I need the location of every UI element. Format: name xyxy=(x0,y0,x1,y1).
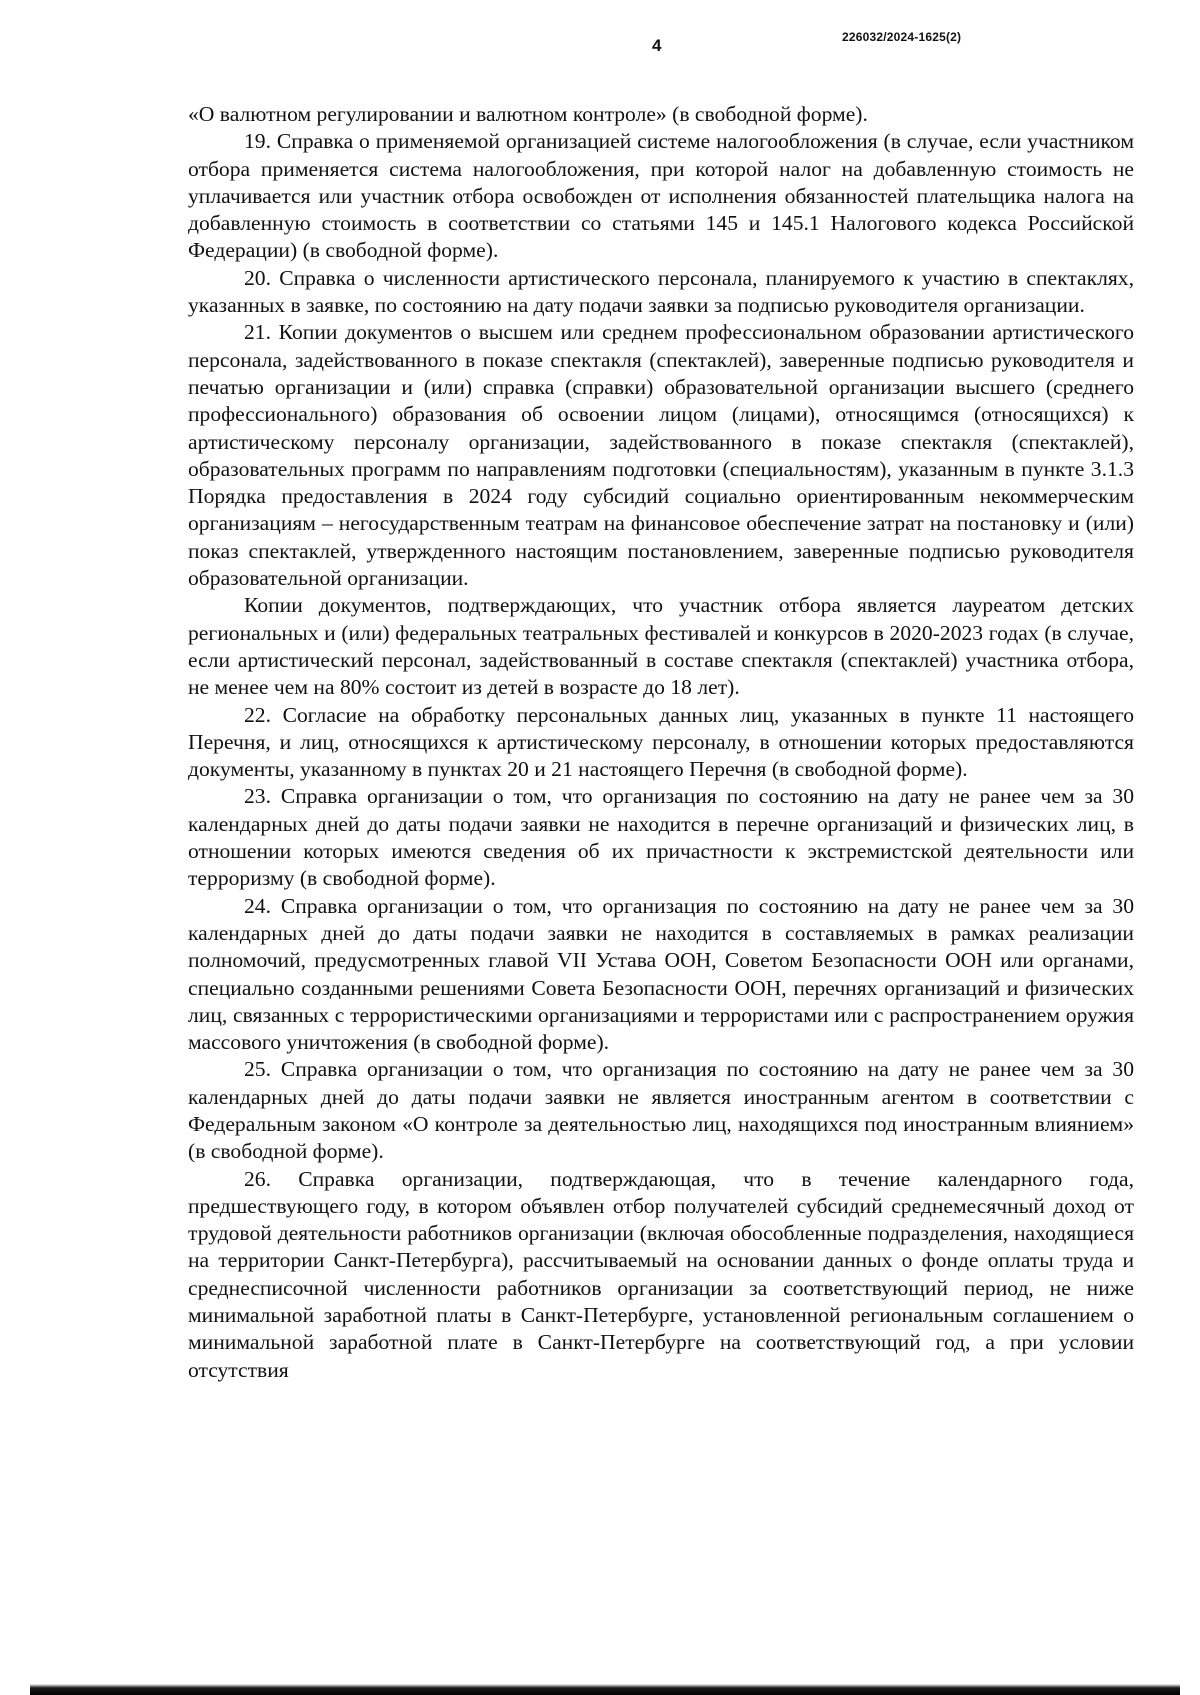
paragraph-continuation: «О валютном регулировании и валютном контроле» (в свободной форме). xyxy=(188,102,868,126)
paragraph-item-22: 22. Согласие на обработку персональных данных лиц, указанных в пункте 11 настоящего Перечня, и лиц, относящихся к артистическому персоналу, в отношении которых предоставляются документы, указанному в пунктах 20 и 21 настоящего Перечня (в свободной форме). xyxy=(188,702,1134,782)
paragraph-item-19: 19. Справка о применяемой организацией системе налогообложения (в случае, если участником отбора применяется система налогообложения, при которой налог на добавленную стоимость не уплачивается или участник отбора освобожден от исполнения обязанностей плательщика налога на добавленную стоимость в соответствии со статьями 145 и 145.1 Налогового кодекса Российской Федерации) (в свободной форме). xyxy=(188,129,1134,263)
paragraph-item-21: 21. Копии документов о высшем или среднем профессиональном образовании артистического персонала, задействованного в показе спектакля (спектаклей), заверенные подписью руководителя и печатью организации и (или) справка (справки) образовательной организации высшего (среднего профессионального) образования об освоении лицом (лицами), относящимся (относящихся) к артистическому персоналу организации, задействованного в показе спектакля (спектаклей), образовательных программ по направлениям подготовки (специальностям), указанным в пункте 3.1.3 Порядка предоставления в 2024 году субсидий социально ориентированным некоммерческим организациям – негосударственным театрам на финансовое обеспечение затрат на постановку и (или) показ спектаклей, утвержденного настоящим постановлением, заверенные подписью руководителя образовательной организации. xyxy=(188,320,1134,591)
paragraph-item-26: 26. Справка организации, подтверждающая, что в течение календарного года, предшествующего году, в котором объявлен отбор получателей субсидий среднемесячный доход от трудовой деятельности работников организации (включая обособленные подразделения, находящиеся на территории Санкт-Петербурга), рассчитываемый на основании данных о фонде оплаты труда и среднесписочной численности работников организации за соответствующий период, не ниже минимальной заработной платы в Санкт-Петербурге, установленной региональным соглашением о минимальной заработной плате в Санкт-Петербурге на соответствующий год, а при условии отсутствия xyxy=(188,1166,1134,1382)
scan-bottom-edge xyxy=(30,1684,1180,1695)
page-number: 4 xyxy=(652,36,662,55)
paragraph-item-20: 20. Справка о численности артистического персонала, планируемого к участию в спектаклях, указанных в заявке, по состоянию на дату подачи заявки за подписью руководителя организации. xyxy=(188,265,1134,318)
paragraph-item-23: 23. Справка организации о том, что организация по состоянию на дату не ранее чем за 30 календарных дней до даты подачи заявки не находится в перечне организаций и физических лиц, в отношении которых имеются сведения об их причастности к экстремистской деятельности или терроризму (в свободной форме). xyxy=(188,784,1134,891)
paragraph-item-21-laureate: Копии документов, подтверждающих, что участник отбора является лауреатом детских региональных и (или) федеральных театральных фестивалей и конкурсов в 2020-2023 годах (в случае, если артистический персонал, задействованный в составе спектакля (спектаклей) участника отбора, не менее чем на 80% состоит из детей в возрасте до 18 лет). xyxy=(188,593,1134,700)
page-header xyxy=(0,30,1200,60)
document-body xyxy=(188,101,1134,1384)
paragraph-item-25: 25. Справка организации о том, что организация по состоянию на дату не ранее чем за 30 календарных дней до даты подачи заявки не является иностранным агентом в соответствии с Федеральным законом «О контроле за деятельностью лиц, находящихся под иностранным влиянием» (в свободной форме). xyxy=(188,1057,1134,1164)
paragraph-item-24: 24. Справка организации о том, что организация по состоянию на дату не ранее чем за 30 календарных дней до даты подачи заявки не находится в составляемых в рамках реализации полномочий, предусмотренных главой VII Устава ООН, Советом Безопасности ООН или органами, специально созданными решениями Совета Безопасности ООН, перечнях организаций и физических лиц, связанных с террористическими организациями и террористами или с распространением оружия массового уничтожения (в свободной форме). xyxy=(188,893,1134,1055)
document-id: 226032/2024-1625(2) xyxy=(842,30,962,44)
